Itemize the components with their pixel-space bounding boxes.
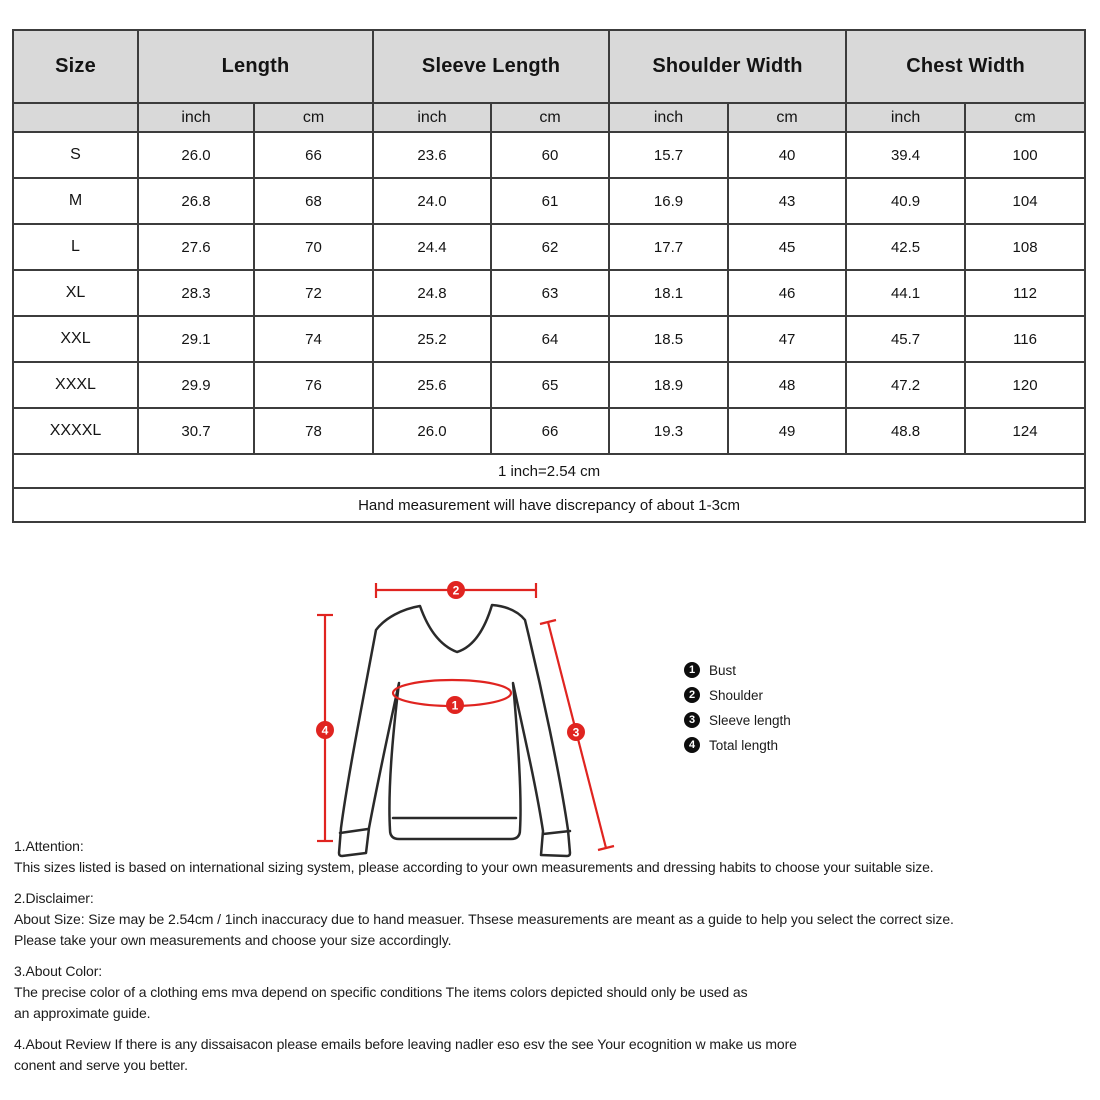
size-row-XXXXL (13, 408, 1085, 454)
legend-number-icon: 4 (684, 737, 700, 753)
measurement-cell: 45 (728, 224, 846, 270)
shoulder-marker-icon (447, 581, 465, 599)
measurement-cell: 64 (491, 316, 609, 362)
measurement-cell: 62 (491, 224, 609, 270)
col-header-length: Length (138, 30, 373, 103)
measurement-cell: 28.3 (138, 270, 254, 316)
svg-text:2: 2 (452, 583, 460, 598)
table-header-row (13, 30, 1085, 103)
unit-header-cell: cm (728, 103, 846, 132)
measurement-cell: 27.6 (138, 224, 254, 270)
measurement-cell: 30.7 (138, 408, 254, 454)
measurement-legend (684, 662, 791, 762)
size-row-M (13, 178, 1085, 224)
note-section (14, 961, 1092, 1024)
note-text-line: an approximate guide. (14, 1005, 151, 1021)
measurement-cell: 46 (728, 270, 846, 316)
note-section (14, 836, 1092, 878)
measurement-cell: 24.4 (373, 224, 491, 270)
measurement-cell: 65 (491, 362, 609, 408)
measurement-cell: 18.1 (609, 270, 728, 316)
size-row-L (13, 224, 1085, 270)
unit-header-cell: inch (138, 103, 254, 132)
unit-header-cell: cm (965, 103, 1085, 132)
note-text-line: Please take your own measurements and choose your size accordingly. (14, 932, 452, 948)
note-text-line: About Size: Size may be 2.54cm / 1inch inaccuracy due to hand measuer. Thsese measurements are meant as a guide to help you select the correct size. (14, 911, 954, 927)
measurement-cell: 29.1 (138, 316, 254, 362)
footnote-hand-measurement: Hand measurement will have discrepancy of about 1-3cm (13, 488, 1085, 522)
unit-header-cell: cm (254, 103, 373, 132)
unit-header-cell: inch (609, 103, 728, 132)
size-table (12, 29, 1086, 523)
measurement-cell: 26.0 (373, 408, 491, 454)
measurement-cell: 25.2 (373, 316, 491, 362)
col-header-sleeve-length: Sleeve Length (373, 30, 609, 103)
svg-text:1: 1 (451, 698, 459, 713)
col-header-size: Size (13, 30, 138, 103)
col-header-shoulder-width: Shoulder Width (609, 30, 846, 103)
note-section (14, 888, 1092, 951)
measurement-cell: 78 (254, 408, 373, 454)
legend-item (684, 687, 791, 703)
sleeve-marker-icon (567, 723, 585, 741)
measurement-cell: 72 (254, 270, 373, 316)
measurement-cell: 63 (491, 270, 609, 316)
measurement-cell: 42.5 (846, 224, 965, 270)
measurement-cell: 49 (728, 408, 846, 454)
footnote-row (13, 454, 1085, 488)
measurement-cell: 70 (254, 224, 373, 270)
measurement-cell: 24.0 (373, 178, 491, 224)
legend-item (684, 712, 791, 728)
measurement-cell: 60 (491, 132, 609, 178)
size-label: XL (13, 270, 138, 316)
measurement-cell: 47 (728, 316, 846, 362)
note-heading: 1.Attention: (14, 838, 84, 854)
measurement-cell: 23.6 (373, 132, 491, 178)
legend-label: Total length (709, 737, 779, 753)
measurement-cell: 68 (254, 178, 373, 224)
size-label: XXXL (13, 362, 138, 408)
right-cuff-seam (543, 831, 570, 834)
size-row-S (13, 132, 1085, 178)
left-cuff-seam (340, 829, 368, 833)
measurement-cell: 48.8 (846, 408, 965, 454)
measurement-cell: 48 (728, 362, 846, 408)
unit-header-cell: cm (491, 103, 609, 132)
measurement-cell: 19.3 (609, 408, 728, 454)
measurement-cell: 66 (254, 132, 373, 178)
unit-header-cell: inch (846, 103, 965, 132)
legend-number-icon: 2 (684, 687, 700, 703)
measurement-cell: 29.9 (138, 362, 254, 408)
measurement-cell: 18.9 (609, 362, 728, 408)
measurement-cell: 116 (965, 316, 1085, 362)
legend-label: Sleeve length (709, 712, 791, 728)
measurement-cell: 24.8 (373, 270, 491, 316)
measurement-cell: 39.4 (846, 132, 965, 178)
measurement-cell: 17.7 (609, 224, 728, 270)
measurement-cell: 120 (965, 362, 1085, 408)
total-length-marker-icon (316, 721, 334, 739)
measurement-cell: 100 (965, 132, 1085, 178)
measurement-cell: 104 (965, 178, 1085, 224)
measurement-cell: 44.1 (846, 270, 965, 316)
measurement-cell: 40.9 (846, 178, 965, 224)
sweater-outline (339, 605, 570, 856)
note-text-line: The precise color of a clothing ems mva depend on specific conditions The items colors depicted should only be used as (14, 984, 748, 1000)
measurement-cell: 15.7 (609, 132, 728, 178)
measurement-cell: 16.9 (609, 178, 728, 224)
legend-label: Bust (709, 662, 737, 678)
size-label: M (13, 178, 138, 224)
size-label: XXL (13, 316, 138, 362)
note-heading: 3.About Color: (14, 963, 103, 979)
measurement-cell: 43 (728, 178, 846, 224)
measurement-cell: 26.8 (138, 178, 254, 224)
svg-text:4: 4 (321, 723, 329, 738)
notes (14, 836, 1092, 1076)
measurement-cell: 47.2 (846, 362, 965, 408)
note-section (14, 1034, 1092, 1076)
measurement-cell: 18.5 (609, 316, 728, 362)
legend-number-icon: 1 (684, 662, 700, 678)
bust-marker-icon (446, 696, 464, 714)
unit-header-cell: inch (373, 103, 491, 132)
measurement-cell: 45.7 (846, 316, 965, 362)
measurement-cell: 74 (254, 316, 373, 362)
measurement-cell: 25.6 (373, 362, 491, 408)
col-header-chest-width: Chest Width (846, 30, 1085, 103)
measurement-cell: 76 (254, 362, 373, 408)
measurement-cell: 124 (965, 408, 1085, 454)
size-table-body (13, 132, 1085, 454)
size-label: S (13, 132, 138, 178)
legend-label: Shoulder (709, 687, 764, 703)
table-units-row (13, 103, 1085, 132)
measurement-cell: 66 (491, 408, 609, 454)
note-text-line: 4.About Review If there is any dissaisacon please emails before leaving nadler eso esv the see Your ecognition w make us more (14, 1036, 797, 1052)
size-label: L (13, 224, 138, 270)
measurement-cell: 108 (965, 224, 1085, 270)
size-row-XXL (13, 316, 1085, 362)
size-row-XXXL (13, 362, 1085, 408)
footnote-inch-cm: 1 inch=2.54 cm (13, 454, 1085, 488)
svg-text:3: 3 (572, 725, 580, 740)
measurement-cell: 40 (728, 132, 846, 178)
size-row-XL (13, 270, 1085, 316)
marker-badges (316, 581, 585, 741)
units-empty-cell (13, 103, 138, 132)
footnote-row (13, 488, 1085, 522)
legend-number-icon: 3 (684, 712, 700, 728)
measurement-cell: 61 (491, 178, 609, 224)
size-label: XXXXL (13, 408, 138, 454)
legend-item (684, 737, 791, 753)
measurement-cell: 26.0 (138, 132, 254, 178)
note-text-line: This sizes listed is based on international sizing system, please according to your own measurements and dressing habits to choose your suitable size. (14, 859, 934, 875)
note-text-line: conent and serve you better. (14, 1057, 188, 1073)
note-heading: 2.Disclaimer: (14, 890, 94, 906)
legend-item (684, 662, 791, 678)
measurement-cell: 112 (965, 270, 1085, 316)
